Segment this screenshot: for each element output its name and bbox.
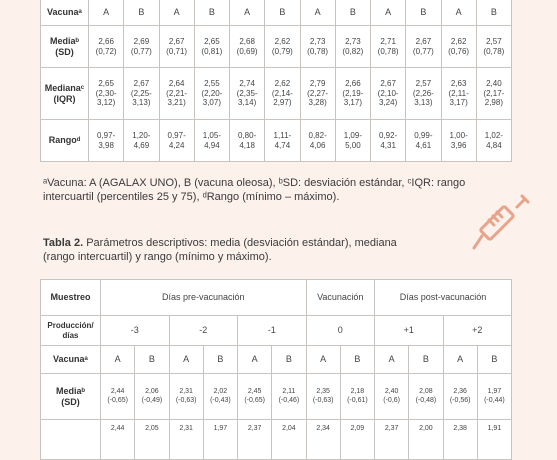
- col-head: A: [238, 346, 272, 374]
- table-2-caption: Tabla 2. Parámetros descriptivos: media (desviación estándar), mediana (rango intercuartil) y rango (mínimo y máximo).: [43, 237, 397, 263]
- col-head: A: [169, 346, 203, 374]
- col-head: B: [124, 0, 159, 26]
- col-head: B: [477, 346, 511, 374]
- cell: 2,37: [238, 420, 272, 460]
- cell: 0,97- 3,98: [89, 120, 124, 162]
- day-head: 0: [306, 316, 375, 346]
- cell: 0,80- 4,18: [230, 120, 265, 162]
- row-label-empty: [41, 420, 101, 460]
- cell: 2,57 (0,78): [476, 26, 511, 68]
- vacunacion-header: Vacunación: [306, 280, 375, 316]
- cell: 1,11- 4,74: [265, 120, 300, 162]
- cell: 2,05: [135, 420, 169, 460]
- muestreo-header: Muestreo: [41, 280, 101, 316]
- cell: 0,97- 4,24: [159, 120, 194, 162]
- cell: 2,57 (2,26- 3,13): [406, 68, 441, 120]
- cell: 2,79 (2,27- 3,28): [300, 68, 335, 120]
- cell: 2,67 (2,10- 3,24): [371, 68, 406, 120]
- col-head: A: [300, 0, 335, 26]
- cell: 1,91: [477, 420, 511, 460]
- table-row: [41, 280, 512, 316]
- col-head: B: [265, 0, 300, 26]
- cell: 2,08 (-0,48): [409, 374, 443, 420]
- col-head: A: [101, 346, 135, 374]
- table-1-footnote: ᵃVacuna: A (AGALAX UNO), B (vacuna oleosa), ᵇSD: desviación estándar, ᶜIQR: rango intercuartil (percentiles 25 y 75), ᵈRango (mínimo – máximo).: [43, 177, 466, 203]
- produccion-header: Producción/ días: [41, 316, 101, 346]
- cell: 2,40 (-0,6): [375, 374, 409, 420]
- col-head: B: [272, 346, 306, 374]
- row-label-media: Mediaᵇ (SD): [41, 374, 101, 420]
- col-head: A: [89, 0, 124, 26]
- col-head: B: [476, 0, 511, 26]
- col-head: B: [335, 0, 370, 26]
- vacuna-header: Vacunaᵃ: [41, 0, 89, 26]
- cell: 2,31: [169, 420, 203, 460]
- table-row: [41, 0, 512, 26]
- cell: 2,65 (0,81): [194, 26, 229, 68]
- cell: 2,04: [272, 420, 306, 460]
- cell: 2,55 (2,20- 3,07): [194, 68, 229, 120]
- table-1: [40, 0, 512, 162]
- cell: 2,00: [409, 420, 443, 460]
- col-head: B: [406, 0, 441, 26]
- cell: 2,65 (2,30- 3,12): [89, 68, 124, 120]
- cell: 2,31 (-0,63): [169, 374, 203, 420]
- col-head: A: [159, 0, 194, 26]
- cell: 2,09: [340, 420, 374, 460]
- cell: 1,02- 4,84: [476, 120, 511, 162]
- cell: 2,69 (0,77): [124, 26, 159, 68]
- cell: 1,97: [203, 420, 237, 460]
- col-head: B: [409, 346, 443, 374]
- cell: 0,92- 4,31: [371, 120, 406, 162]
- cell: 2,62 (0,76): [441, 26, 476, 68]
- cell: 1,09- 5,00: [335, 120, 370, 162]
- cell: 2,68 (0,69): [230, 26, 265, 68]
- table-row: [41, 316, 512, 346]
- cell: 0,82- 4,06: [300, 120, 335, 162]
- table-row: [41, 420, 512, 460]
- table-row: [41, 374, 512, 420]
- col-head: A: [443, 346, 477, 374]
- cell: 2,40 (2,17- 2,98): [476, 68, 511, 120]
- cell: 1,20- 4,69: [124, 120, 159, 162]
- cell: 2,06 (-0,49): [135, 374, 169, 420]
- cell: 2,66 (0,72): [89, 26, 124, 68]
- cell: 2,38: [443, 420, 477, 460]
- col-head: B: [135, 346, 169, 374]
- row-label-mediana: Medianaᶜ (IQR): [41, 68, 89, 120]
- day-head: -2: [169, 316, 238, 346]
- col-head: A: [441, 0, 476, 26]
- day-head: +2: [443, 316, 512, 346]
- cell: 2,62 (2,14- 2,97): [265, 68, 300, 120]
- cell: 2,63 (2,11- 3,17): [441, 68, 476, 120]
- col-head: A: [230, 0, 265, 26]
- cell: 2,36 (-0,56): [443, 374, 477, 420]
- cell: 2,62 (0,79): [265, 26, 300, 68]
- col-head: A: [375, 346, 409, 374]
- cell: 2,74 (2,35- 3,14): [230, 68, 265, 120]
- cell: 2,11 (-0,46): [272, 374, 306, 420]
- cell: 2,64 (2,21- 3,21): [159, 68, 194, 120]
- cell: 2,67 (0,77): [406, 26, 441, 68]
- cell: 2,67 (2,25- 3,13): [124, 68, 159, 120]
- cell: 2,37: [375, 420, 409, 460]
- col-head: A: [371, 0, 406, 26]
- day-head: -1: [238, 316, 307, 346]
- vacuna-header: Vacunaᵃ: [41, 346, 101, 374]
- cell: 2,34: [306, 420, 340, 460]
- cell: 1,00- 3,96: [441, 120, 476, 162]
- col-head: A: [306, 346, 340, 374]
- syringe-icon: [468, 190, 532, 254]
- col-head: B: [340, 346, 374, 374]
- table-row: [41, 346, 512, 374]
- cell: 1,97 (-0,44): [477, 374, 511, 420]
- pre-vacunacion-header: Días pre-vacunación: [101, 280, 307, 316]
- table-row: [41, 120, 512, 162]
- cell: 2,44: [101, 420, 135, 460]
- cell: 2,66 (2,19- 3,17): [335, 68, 370, 120]
- col-head: B: [203, 346, 237, 374]
- cell: 2,71 (0,78): [371, 26, 406, 68]
- cell: 0,99- 4,61: [406, 120, 441, 162]
- cell: 2,44 (-0,65): [101, 374, 135, 420]
- cell: 2,45 (-0,65): [238, 374, 272, 420]
- row-label-rango: Rangoᵈ: [41, 120, 89, 162]
- cell: 2,73 (0,82): [335, 26, 370, 68]
- table-row: [41, 68, 512, 120]
- post-vacunacion-header: Días post-vacunación: [375, 280, 512, 316]
- cell: 1,05- 4,94: [194, 120, 229, 162]
- cell: 2,73 (0,78): [300, 26, 335, 68]
- cell: 2,67 (0,71): [159, 26, 194, 68]
- day-head: +1: [375, 316, 444, 346]
- cell: 2,35 (-0,63): [306, 374, 340, 420]
- day-head: -3: [101, 316, 170, 346]
- cell: 2,18 (-0,61): [340, 374, 374, 420]
- table-row: [41, 26, 512, 68]
- cell: 2,02 (-0,43): [203, 374, 237, 420]
- col-head: B: [194, 0, 229, 26]
- row-label-media: Mediaᵇ (SD): [41, 26, 89, 68]
